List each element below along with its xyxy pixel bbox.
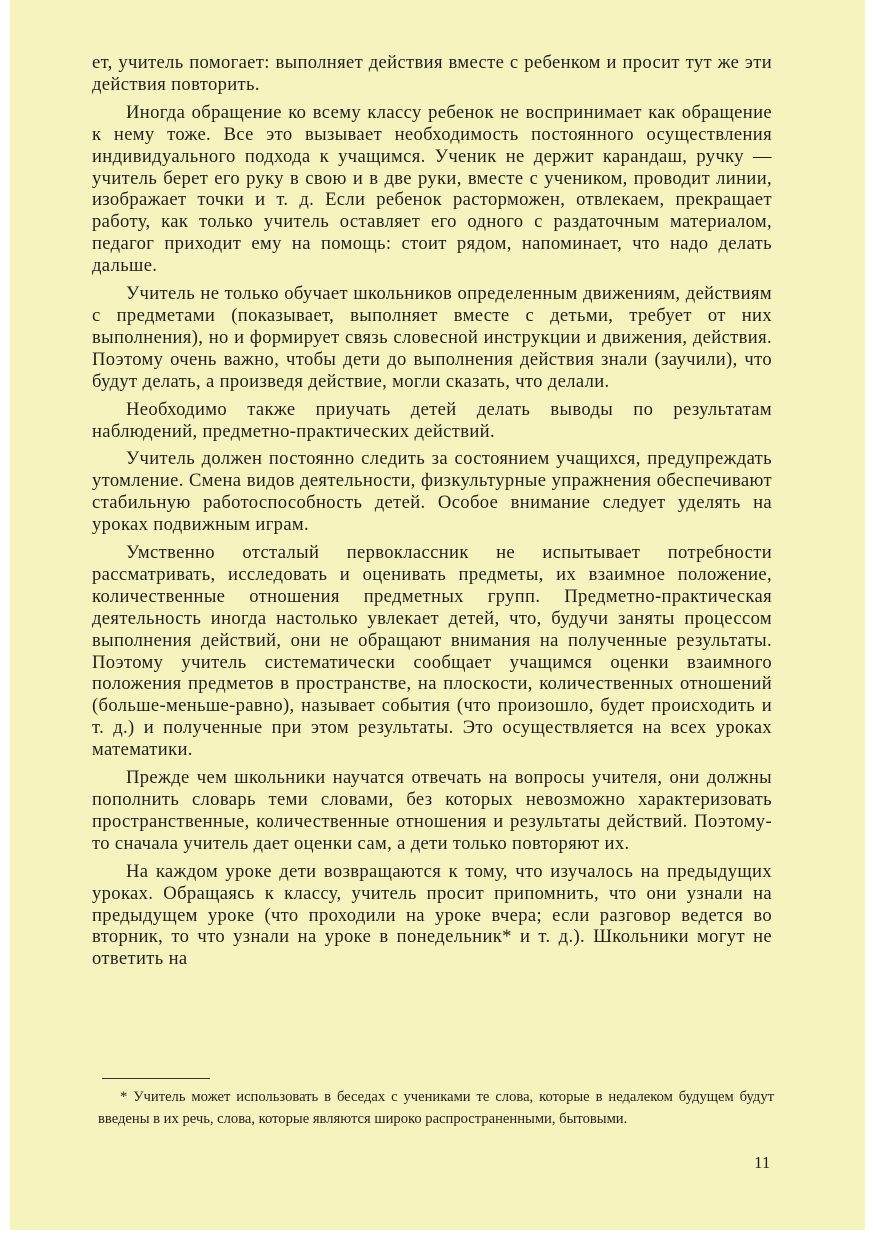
paragraph-8: На каждом уроке дети возвращаются к тому, что изучалось на предыдущих уроках. Обращаясь к классу, учитель просит припомнить, что они узнали на предыдущем уроке (что проходили на уроке вчера; если разговор ведется во вторник, то что узнали на уроке в понедельник* и т. д.). Школьники могут не ответить на <box>92 860 772 970</box>
paragraph-3: Учитель не только обучает школьников определенным движениям, действиям с предметами (показывает, выполняет вместе с детьми, требует от них выполнения), но и формирует связь словесной инструкции и движения, действия. Поэтому очень важно, чтобы дети до выполнения действия знали (заучили), что будут делать, а произведя действие, могли сказать, что делали. <box>92 283 772 392</box>
book-page <box>10 0 865 1230</box>
paragraph-4: Необходимо также приучать детей делать выводы по результатам наблюдений, предметно-практических действий. <box>92 398 772 442</box>
paragraph-2: Иногда обращение ко всему классу ребенок не воспринимает как обращение к нему тоже. Все это вызывает необходимость постоянного осуществления индивидуального подхода к учащимся. Ученик не держит карандаш, ручку — учитель берет его руку в свою и в две руки, вместе с учеником, проводит линии, изображает точки и т. д. Если ребенок расторможен, отвлекаем, прекращает работу, как только учитель оставляет его одного с раздаточным материалом, педагог приходит ему на помощь: стоит рядом, напоминает, что надо делать дальше. <box>92 101 772 277</box>
page-number: 11 <box>754 1153 771 1172</box>
paragraph-1: ет, учитель помогает: выполняет действия вместе с ребенком и просит тут же эти действия повторить. <box>92 52 772 95</box>
paragraph-5: Учитель должен постоянно следить за состоянием учащихся, предупреждать утомление. Смена видов деятельности, физкультурные упражнения обеспечивают стабильную работоспособность детей. Особое внимание следует уделять на уроках подвижным играм. <box>92 448 772 536</box>
footnote: * Учитель может использовать в беседах с учениками те слова, которые в недалеком будущем будут введены в их речь, слова, которые являются широко распространенными, бытовыми. <box>98 1089 774 1127</box>
paragraph-6: Умственно отсталый первоклассник не испытывает потребности рассматривать, исследовать и оценивать предметы, их взаимное положение, количественные отношения предметных групп. Предметно-практическая деятельность иногда настолько увлекает детей, что, будучи заняты процессом выполнения действий, они не обращают внимания на полученные результаты. Поэтому учитель систематически сообщает учащимся оценки взаимного положения предметов в пространстве, на плоскости, количественных отношений (больше-меньше-равно), называет события (что произошло, будет происходить и т. д.) и полученные при этом результаты. Это осуществляется на всех уроках математики. <box>92 542 772 761</box>
main-text <box>92 52 772 976</box>
paragraph-7: Прежде чем школьники научатся отвечать на вопросы учителя, они должны пополнить словарь теми словами, без которых невозможно характеризовать пространственные, количественные отношения и результаты действий. Поэтому-то сначала учитель дает оценки сам, а дети только повторяют их. <box>92 767 772 854</box>
footnote-divider <box>102 1078 210 1079</box>
